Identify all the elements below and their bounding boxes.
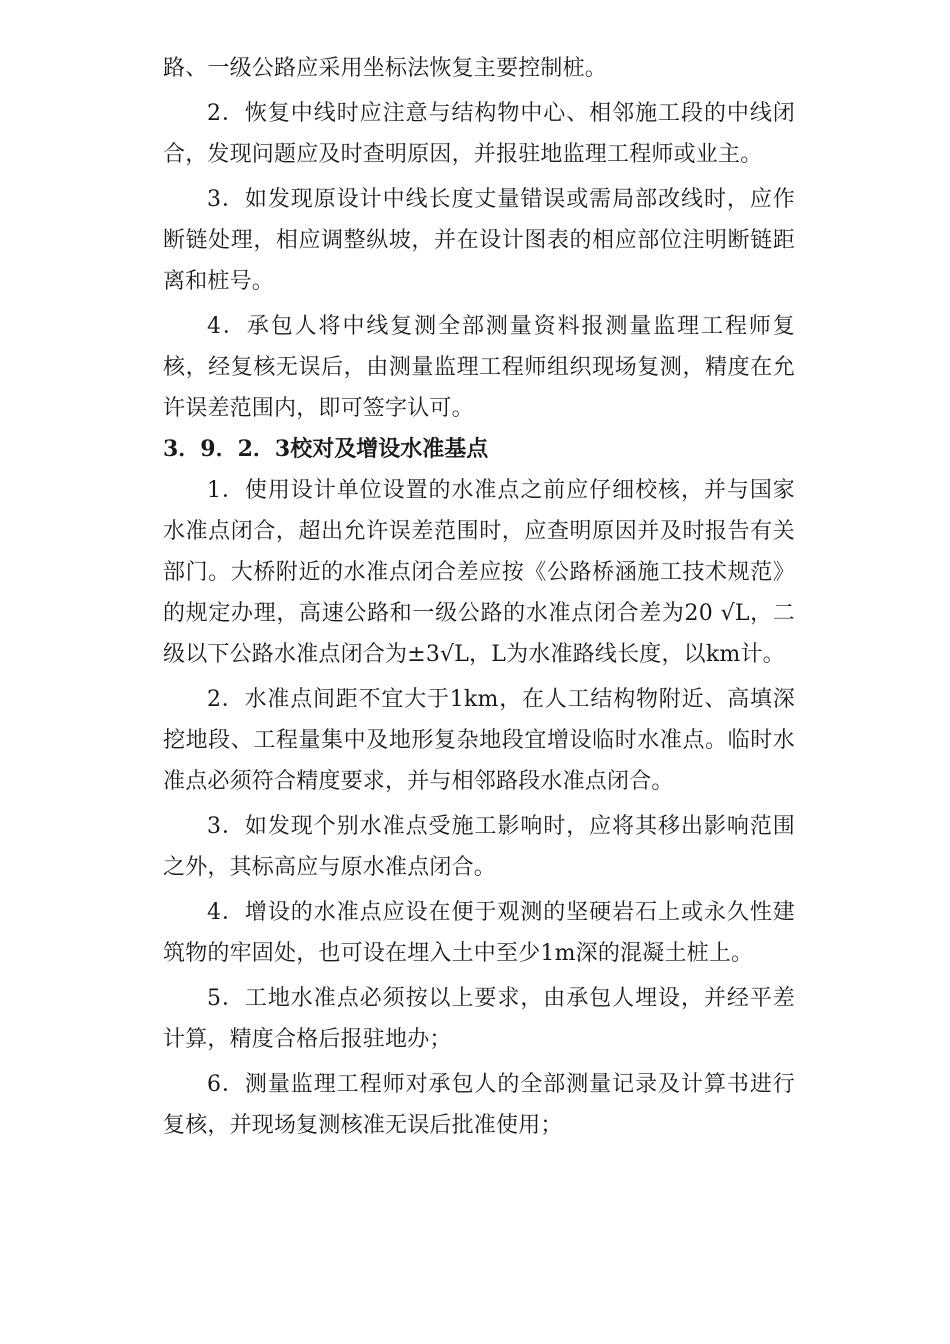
paragraph-chain-break: 3．如发现原设计中线长度丈量错误或需局部改线时，应作断链处理，相应调整纵坡，并在设计图表的相应部位注明断链距离和桩号。 <box>163 187 795 294</box>
paragraph-site-benchmark: 5．工地水准点必须按以上要求，由承包人埋设，并经平差计算，精度合格后报驻地办； <box>163 986 795 1052</box>
section-heading: 3．9．2．3校对及增设水准基点 <box>163 436 489 462</box>
paragraph-survey-review: 4．承包人将中线复测全部测量资料报测量监理工程师复核，经复核无误后，由测量监理工程师组织现场复测，精度在允许误差范围内，即可签字认可。 <box>163 314 795 421</box>
paragraph-benchmark-spacing: 2．水准点间距不宜大于1km，在人工结构物附近、高填深挖地段、工程量集中及地形复杂地段宜增设临时水准点。临时水准点必须符合精度要求，并与相邻路段水准点闭合。 <box>163 687 795 794</box>
paragraph-new-benchmark-location: 4．增设的水准点应设在便于观测的坚硬岩石上或永久性建筑物的牢固处，也可设在埋入土中至少1m深的混凝土桩上。 <box>163 900 795 966</box>
paragraph-benchmark-relocation: 3．如发现个别水准点受施工影响时，应将其移出影响范围之外，其标高应与原水准点闭合。 <box>163 814 795 880</box>
paragraph-engineer-approval: 6．测量监理工程师对承包人的全部测量记录及计算书进行复核，并现场复测核准无误后批准使用； <box>163 1072 795 1138</box>
paragraph-control-pile-method: 路、一级公路应采用坐标法恢复主要控制桩。 <box>163 56 608 81</box>
document-page <box>163 48 795 1146</box>
paragraph-centerline-closure: 2．恢复中线时应注意与结构物中心、相邻施工段的中线闭合，发现问题应及时查明原因，并报驻地监理工程师或业主。 <box>163 101 795 167</box>
paragraph-benchmark-check: 1．使用设计单位设置的水准点之前应仔细校核，并与国家水准点闭合，超出允许误差范围时，应查明原因并及时报告有关部门。大桥附近的水准点闭合差应按《公路桥涵施工技术规范》的规定办理，高速公路和一级公路的水准点闭合差为20 √L，二级以下公路水准点闭合为±3√L，L为水准路线长度，以km计。 <box>163 478 795 667</box>
